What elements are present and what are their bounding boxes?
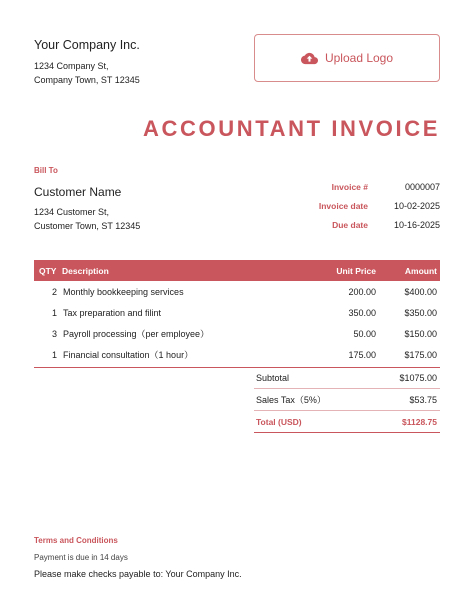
invoice-meta: [290, 177, 440, 234]
header-qty: QTY: [39, 265, 57, 276]
total-label: Total (USD): [256, 416, 302, 427]
row-description: Monthly bookkeeping services: [63, 286, 184, 297]
row-description: Tax preparation and filint: [63, 307, 162, 318]
total-value: $1128.75: [402, 416, 437, 427]
bill-to-block: [34, 166, 140, 233]
row-qty: 3: [51, 328, 57, 339]
header-unit-price: Unit Price: [336, 265, 376, 276]
company-address-line2: Company Town, ST 12345: [34, 75, 140, 85]
customer-address: [34, 205, 140, 233]
invoice-number-label: Invoice #: [331, 181, 368, 192]
invoice-date-value: 10-02-2025: [393, 200, 440, 211]
line-items-table: [34, 260, 440, 368]
total-divider: [254, 432, 440, 433]
row-qty: 2: [51, 286, 57, 297]
company-address-line1: 1234 Company St,: [34, 61, 109, 71]
company-name: Your Company Inc.: [34, 38, 140, 52]
invoice-date-row: [290, 196, 440, 215]
header-description: Description: [62, 265, 109, 276]
row-qty: 1: [51, 307, 57, 318]
row-unit-price: 175.00: [348, 349, 376, 360]
terms-block: [34, 536, 242, 579]
row-qty: 1: [51, 349, 57, 360]
invoice-number-value: 0000007: [404, 181, 440, 192]
row-unit-price: 350.00: [348, 307, 376, 318]
invoice-date-label: Invoice date: [318, 200, 368, 211]
due-date-value: 10-16-2025: [393, 219, 440, 230]
company-address: [34, 59, 140, 87]
subtotal-row: [254, 367, 440, 388]
row-amount: $150.00: [404, 328, 437, 339]
upload-logo-label: Upload Logo: [324, 51, 394, 65]
invoice-title: ACCOUNTANT INVOICE: [143, 116, 440, 141]
table-row: [34, 281, 440, 302]
row-unit-price: 200.00: [348, 286, 376, 297]
invoice-number-row: [290, 177, 440, 196]
sales-tax-label: Sales Tax（5%）: [256, 395, 326, 405]
row-amount: $175.00: [404, 349, 437, 360]
header-amount: Amount: [404, 265, 437, 276]
terms-payment-due: Payment is due in 14 days: [34, 553, 128, 562]
row-unit-price: 50.00: [353, 328, 376, 339]
total-row: [254, 411, 440, 432]
upload-logo-button[interactable]: [254, 34, 440, 82]
terms-label: Terms and Conditions: [34, 536, 118, 545]
table-row: [34, 323, 440, 344]
subtotal-label: Subtotal: [256, 372, 290, 383]
cloud-upload-icon: [301, 52, 318, 65]
row-amount: $350.00: [404, 307, 437, 318]
customer-name: Customer Name: [34, 185, 122, 199]
row-description: Financial consultation（1 hour）: [63, 350, 194, 360]
sales-tax-value: $53.75: [409, 394, 437, 405]
terms-payable-to: Please make checks payable to: Your Company Inc.: [34, 569, 242, 579]
sales-tax-row: [254, 389, 440, 410]
row-description: Payroll processing（per employee）: [63, 329, 210, 339]
customer-address-line1: 1234 Customer St,: [34, 207, 110, 217]
row-amount: $400.00: [404, 286, 437, 297]
company-block: [34, 38, 140, 87]
due-date-row: [290, 215, 440, 234]
table-header: [34, 260, 440, 281]
bill-to-label: Bill To: [34, 166, 58, 175]
subtotal-value: $1075.00: [399, 372, 437, 383]
table-row: [34, 344, 440, 365]
table-row: [34, 302, 440, 323]
customer-address-line2: Customer Town, ST 12345: [34, 221, 141, 231]
totals-block: [254, 367, 440, 433]
due-date-label: Due date: [332, 219, 368, 230]
